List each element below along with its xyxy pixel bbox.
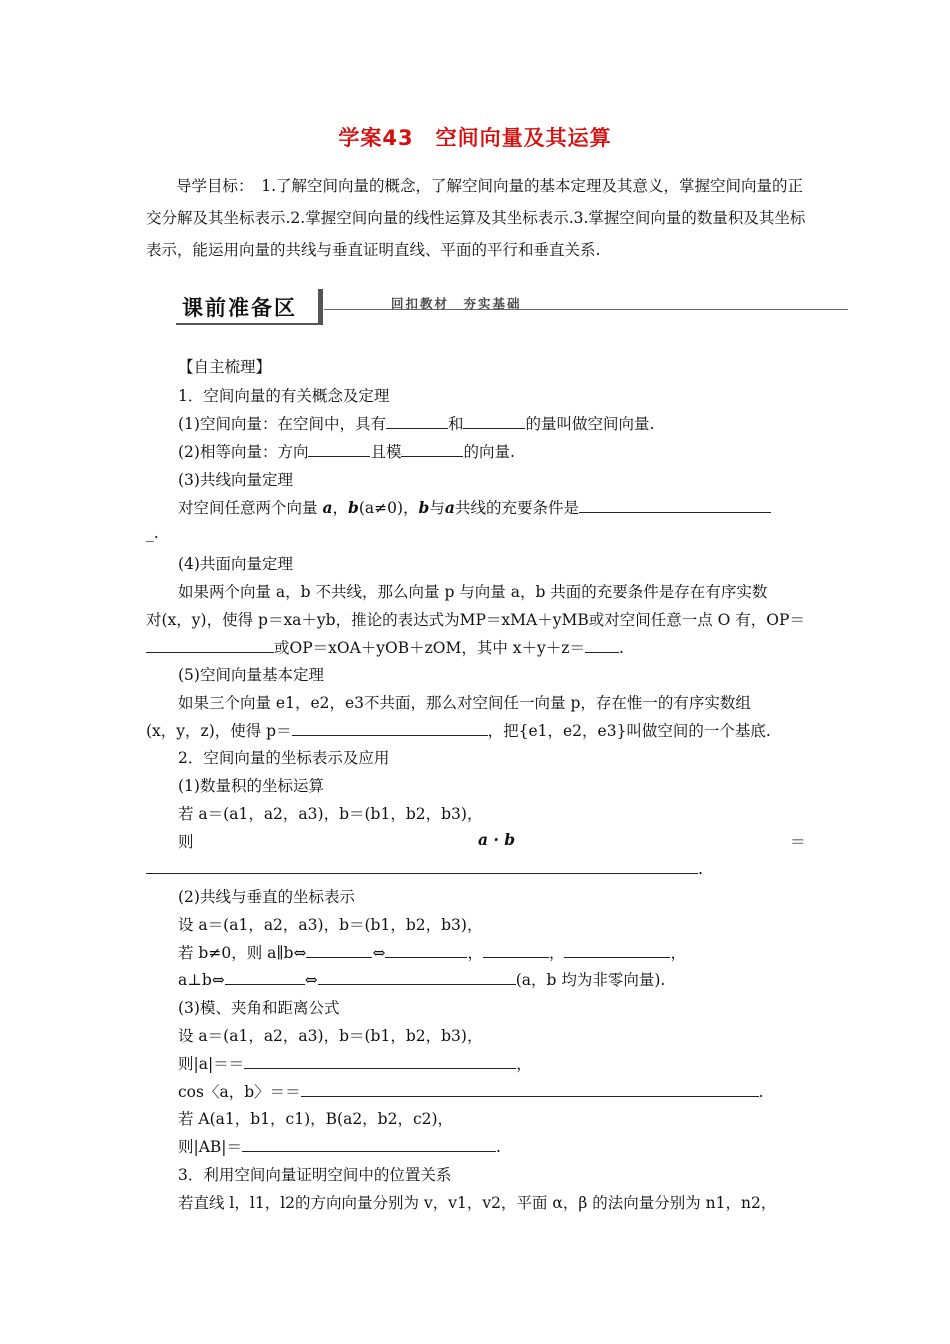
blank bbox=[564, 942, 670, 958]
blank bbox=[306, 942, 372, 958]
text-line: (4)共面向量定理 bbox=[178, 555, 293, 573]
text-segment: . bbox=[758, 1083, 764, 1101]
text-line: (5)空间向量基本定理 bbox=[178, 666, 324, 684]
blank bbox=[146, 637, 274, 653]
text-segment: 与 bbox=[429, 499, 445, 517]
vector-symbol: a bbox=[444, 498, 455, 517]
text-segment: . bbox=[496, 1138, 501, 1156]
text-line: 如果两个向量 a，b 不共线，那么向量 p 与向量 a，b 共面的充要条件是存在有序实数 bbox=[178, 583, 768, 601]
text-segment: ， bbox=[670, 944, 686, 962]
page-title: 学案43 空间向量及其运算 bbox=[338, 126, 612, 150]
text-segment: 则|a|＝＝ bbox=[178, 1055, 245, 1073]
blank bbox=[585, 637, 619, 653]
blank bbox=[318, 969, 516, 985]
section-heading: 【自主梳理】 bbox=[178, 358, 272, 376]
text-segment: ， bbox=[467, 944, 483, 962]
blank bbox=[385, 942, 467, 958]
text-segment: 或OP＝xOA＋yOB＋zOM，其中 x＋y＋z＝ bbox=[274, 639, 585, 657]
text-segment: 则|AB|＝ bbox=[178, 1138, 243, 1156]
text-line: 如果三个向量 e1，e2，e3不共面，那么对空间任一向量 p，存在惟一的有序实数组 bbox=[178, 694, 751, 712]
heading-1: 1．空间向量的有关概念及定理 bbox=[178, 387, 390, 405]
blank bbox=[386, 413, 448, 429]
blank bbox=[483, 942, 549, 958]
text-segment: ⇔ bbox=[372, 944, 386, 962]
text-line bbox=[178, 1080, 764, 1102]
text-line bbox=[146, 636, 624, 658]
text-line bbox=[178, 968, 665, 990]
text-line bbox=[178, 496, 771, 518]
text-segment: ， bbox=[548, 944, 565, 962]
text-line bbox=[178, 1135, 501, 1157]
text-line: (3)模、夹角和距离公式 bbox=[178, 999, 340, 1017]
blank bbox=[292, 720, 488, 736]
blank bbox=[242, 1136, 496, 1152]
vector-symbol: b bbox=[348, 498, 359, 517]
blank bbox=[146, 858, 698, 874]
text-segment: 的量叫做空间向量. bbox=[525, 415, 655, 433]
equals-sign: ＝ bbox=[790, 833, 806, 851]
text-segment: 且模 bbox=[370, 443, 402, 461]
text-segment: ， bbox=[332, 499, 349, 517]
vector-symbol: b bbox=[418, 498, 430, 517]
text-line bbox=[178, 941, 686, 963]
text-segment: . bbox=[698, 860, 703, 878]
dot-product: a · b bbox=[478, 830, 516, 849]
heading-3: 3．利用空间向量证明空间中的位置关系 bbox=[178, 1166, 452, 1184]
text-segment: ，把{e1，e2，e3}叫做空间的一个基底. bbox=[487, 722, 771, 740]
text-line bbox=[146, 719, 771, 741]
vector-symbol: a bbox=[322, 498, 333, 517]
text-segment: cos〈a，b〉＝＝ bbox=[178, 1083, 301, 1101]
text-line: 若 a＝(a1，a2，a3)，b＝(b1，b2，b3)， bbox=[178, 805, 483, 823]
text-line: (1)数量积的坐标运算 bbox=[178, 777, 324, 795]
text-line bbox=[178, 440, 515, 462]
text-segment: . bbox=[618, 639, 624, 657]
text-segment: (x，y，z)，使得 p＝ bbox=[146, 722, 292, 740]
text-segment: ⇔ bbox=[304, 971, 318, 989]
text-segment: 的向量. bbox=[463, 443, 515, 461]
section-banner bbox=[176, 289, 848, 325]
text-segment: (a≠0)， bbox=[358, 499, 419, 517]
text-line bbox=[178, 1052, 532, 1074]
blank bbox=[308, 441, 370, 457]
text-segment: 若 b≠0，则 a∥b⇔ bbox=[178, 944, 307, 962]
text-line: (3)共线向量定理 bbox=[178, 471, 293, 489]
heading-2: 2．空间向量的坐标表示及应用 bbox=[178, 749, 390, 767]
text-line bbox=[178, 412, 654, 434]
text-segment: 共线的充要条件是 bbox=[454, 499, 579, 517]
text-line: 若 A(a1，b1，c1)，B(a2，b2，c2)， bbox=[178, 1110, 454, 1128]
text-segment: 对空间任意两个向量 bbox=[178, 499, 318, 517]
blank bbox=[225, 969, 305, 985]
blank bbox=[463, 413, 525, 429]
text-line: (2)共线与垂直的坐标表示 bbox=[178, 888, 355, 906]
text-segment: (1)空间向量：在空间中，具有 bbox=[178, 415, 386, 433]
text-segment: (2)相等向量：方向 bbox=[178, 443, 309, 461]
text-line: 设 a＝(a1，a2，a3)，b＝(b1，b2，b3)， bbox=[178, 916, 483, 934]
banner-subtitle: 回扣教材 夯实基础 bbox=[391, 296, 522, 311]
text-line bbox=[146, 858, 703, 878]
learning-goals: 导学目标： 1.了解空间向量的概念，了解空间向量的基本定理及其意义，掌握空间向量的正交分解及其坐标表示.2.掌握空间向量的线性运算及其坐标表示.3.掌握空间向量的数量积及其坐标表示，能运用向量的共线与垂直证明直线、平面的平行和垂直关系. bbox=[146, 177, 806, 259]
text-line: 对(x，y)，使得 p＝xa＋yb，推论的表达式为MP＝xMA＋yMB或对空间任意一点 O 有，OP＝ bbox=[146, 611, 805, 629]
text-line: 则 bbox=[178, 833, 194, 851]
text-segment: 和 bbox=[447, 415, 464, 433]
text-line: _. bbox=[146, 524, 159, 542]
text-segment: ， bbox=[516, 1055, 532, 1073]
banner-title: 课前准备区 bbox=[182, 296, 297, 320]
text-line: 若直线 l，l1，l2的方向向量分别为 v，v1，v2，平面 α，β 的法向量分别为 n1，n2， bbox=[178, 1194, 777, 1212]
blank bbox=[301, 1081, 759, 1097]
blank bbox=[244, 1053, 516, 1069]
blank bbox=[579, 497, 771, 513]
blank bbox=[401, 441, 463, 457]
text-segment: a⊥b⇔ bbox=[178, 971, 225, 989]
text-line: 设 a＝(a1，a2，a3)，b＝(b1，b2，b3)， bbox=[178, 1027, 483, 1045]
text-segment: (a，b 均为非零向量). bbox=[515, 971, 666, 989]
